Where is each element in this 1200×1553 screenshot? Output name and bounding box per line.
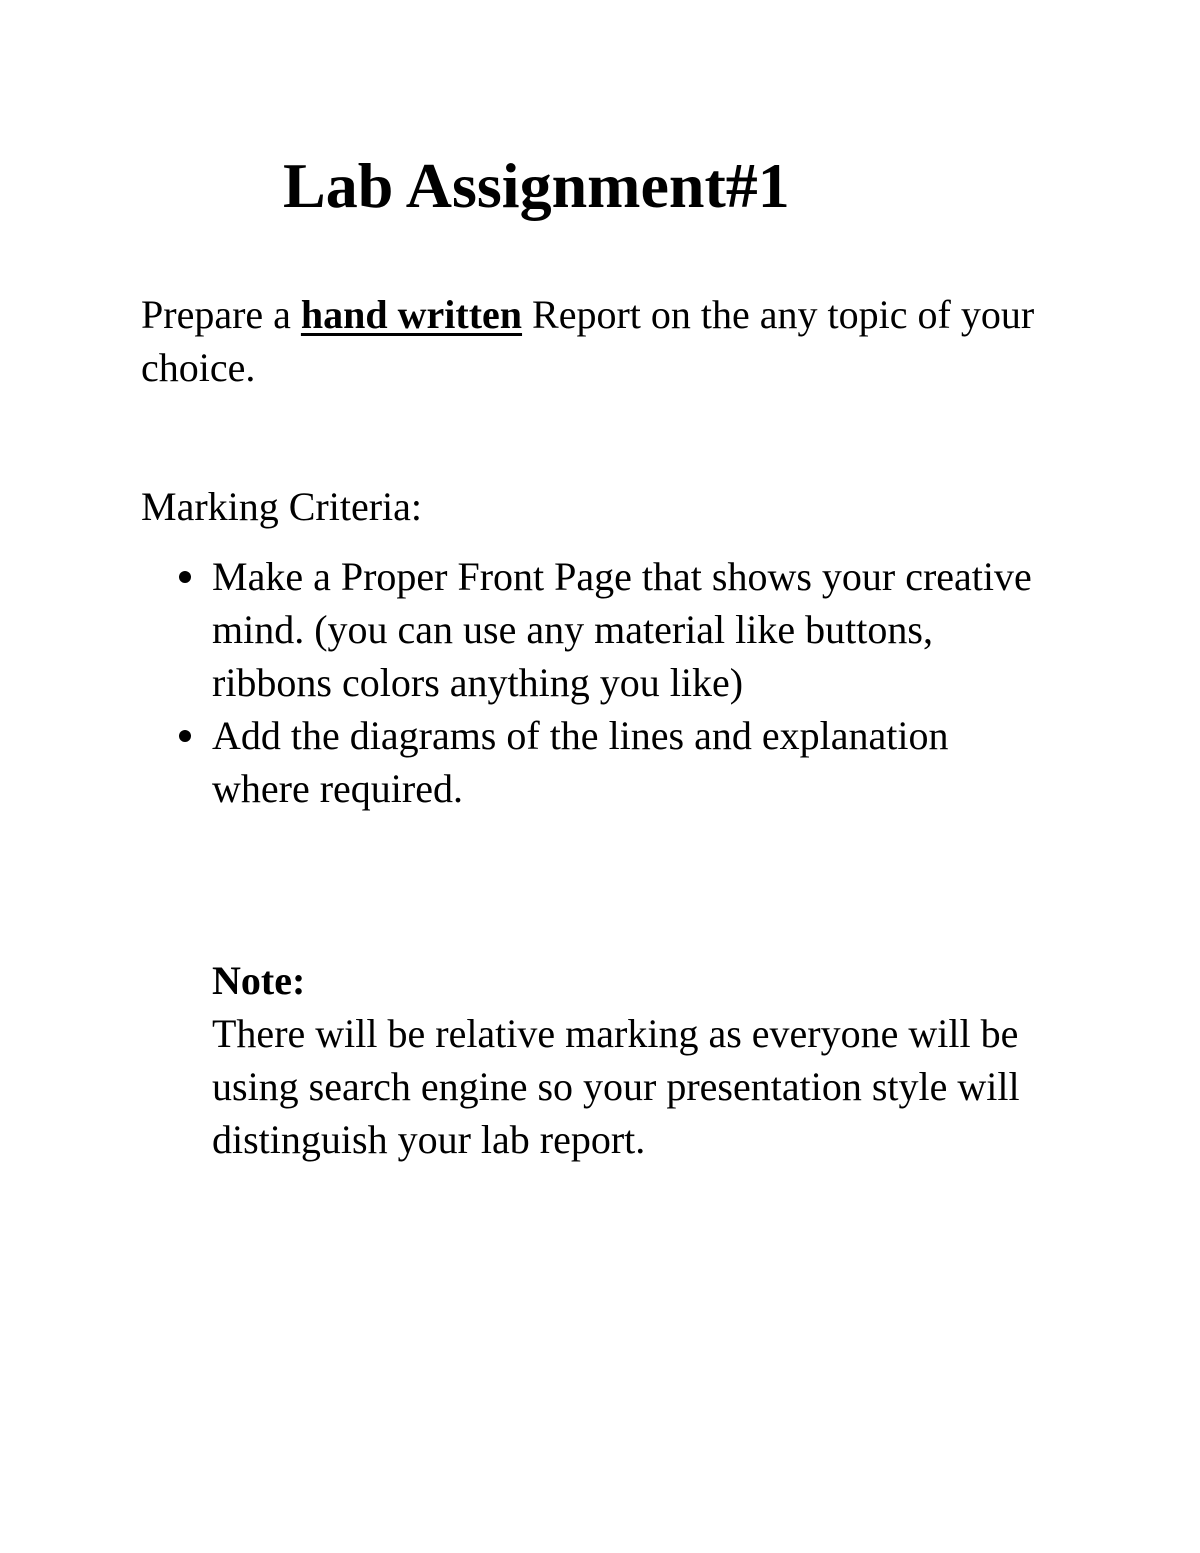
note-section (212, 954, 1092, 1166)
document-title: Lab Assignment#1 (283, 150, 790, 221)
intro-text-after: Report on the any topic of your choice. (141, 292, 1035, 390)
criteria-item-diagrams (141, 709, 1041, 815)
marking-criteria-list (141, 550, 1041, 815)
intro-text-before: Prepare a (141, 292, 301, 337)
note-text: There will be relative marking as everyone will be using search engine so your presentation style will distinguish your lab report. (212, 1011, 1020, 1162)
note-label: Note: (212, 958, 306, 1003)
marking-criteria-heading: Marking Criteria: (141, 484, 423, 529)
criteria-item-text: Add the diagrams of the lines and explanation where required. (212, 713, 949, 811)
intro-paragraph (141, 288, 1041, 394)
criteria-item-front-page (141, 550, 1041, 709)
criteria-item-text: Make a Proper Front Page that shows your creative mind. (you can use any material like buttons, ribbons colors anything you like) (212, 554, 1032, 705)
bullet-icon (179, 730, 191, 742)
bullet-icon (179, 571, 191, 583)
intro-emphasis: hand written (300, 292, 523, 337)
